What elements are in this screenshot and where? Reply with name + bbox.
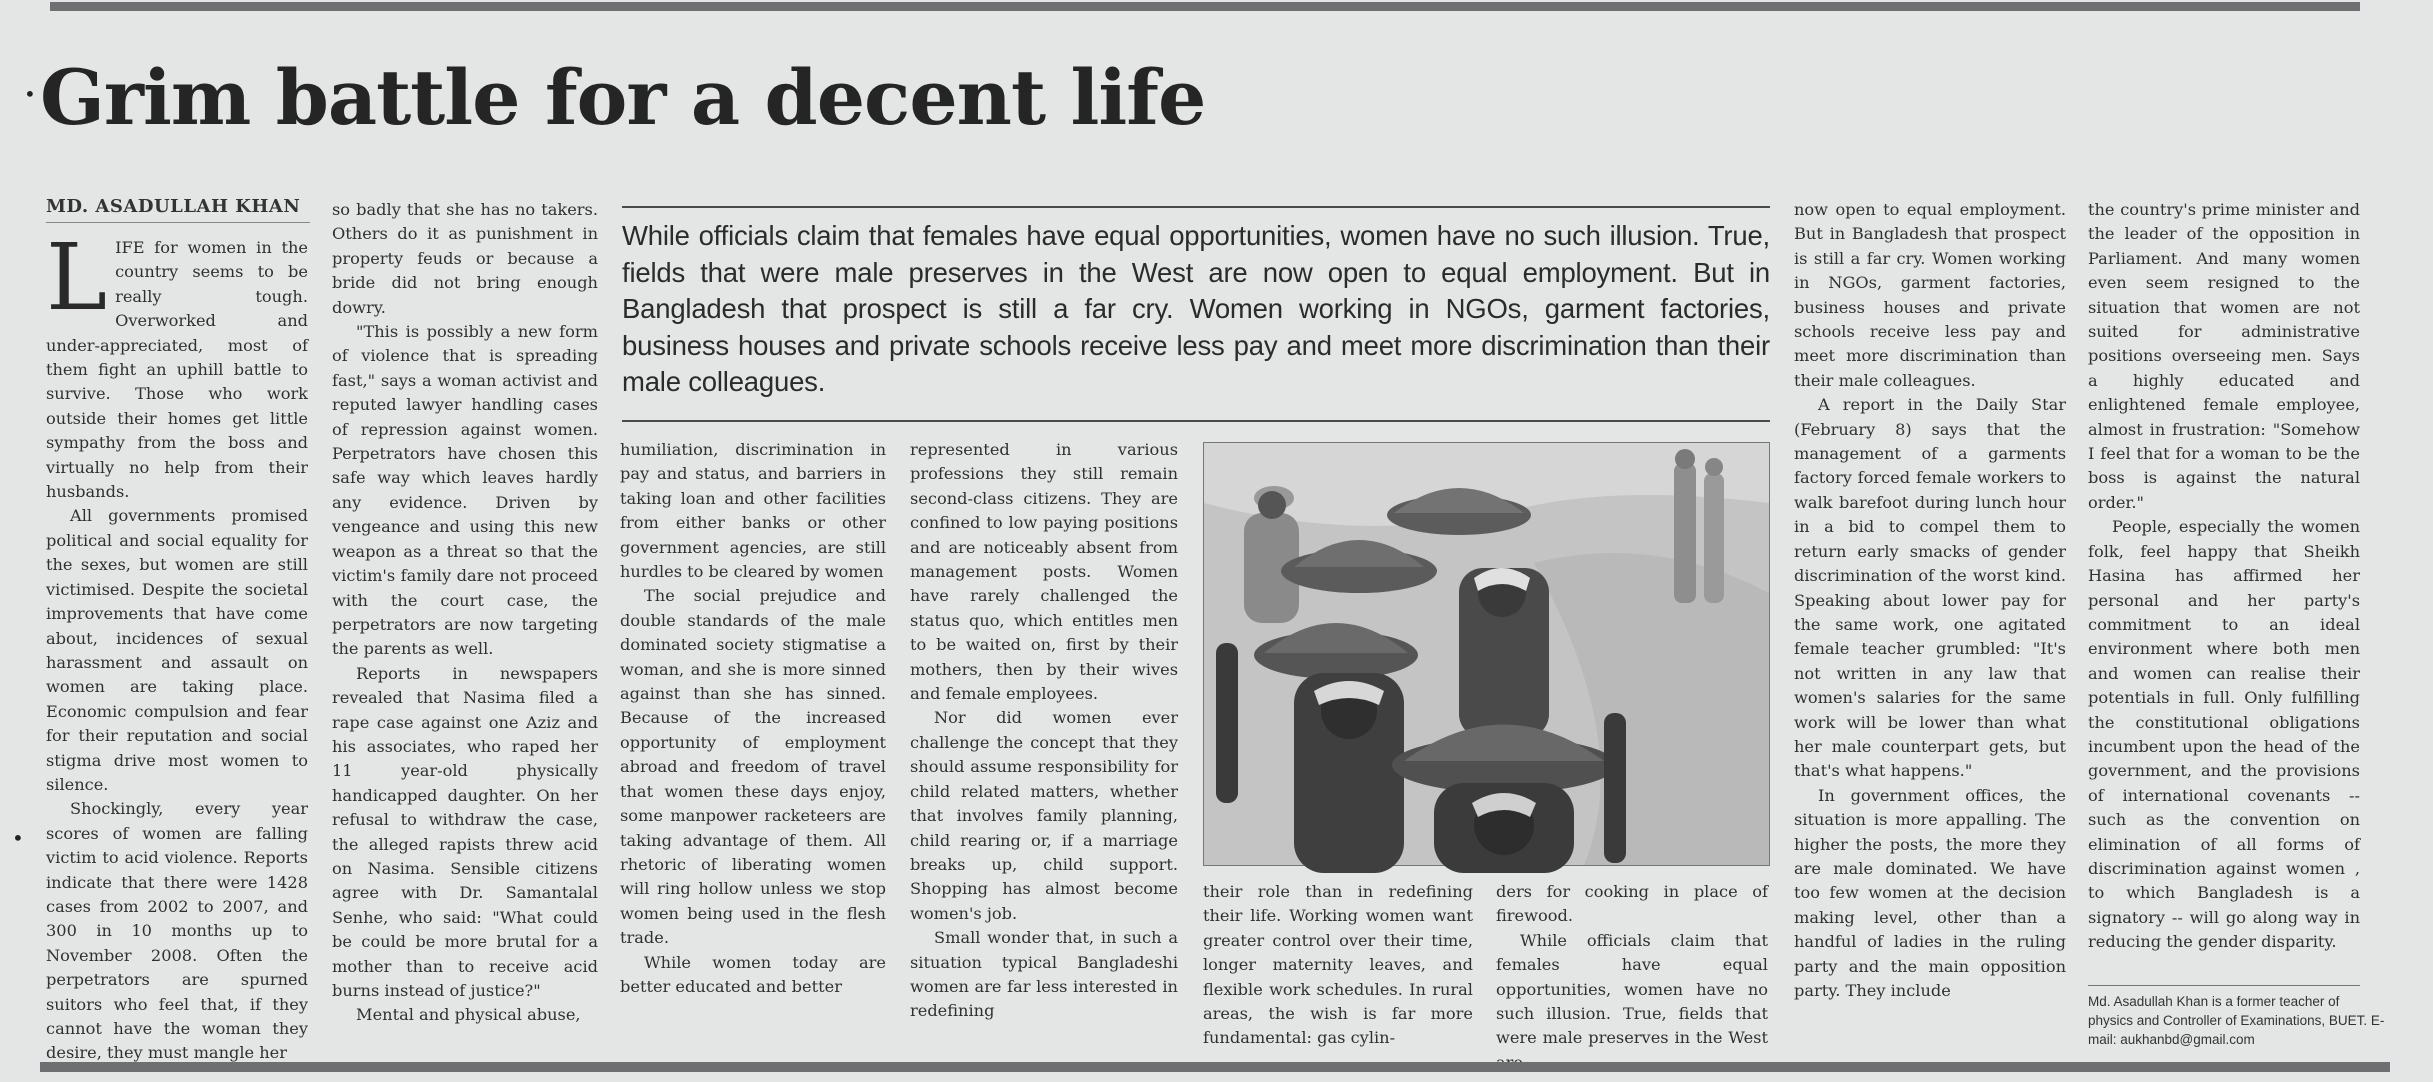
column-8-paragraph-2: People, especially the women folk, feel happy that Sheikh Hasina has affirmed her personal and her party's commitment to an ideal environment where both men and women can realise their potentials in full. Only fulfilling the constitutional obligations incumbent upon the head of the government, and the provisions of international covenants -- such as the convention on elimination of all forms of discrimination against women , to which Bangladesh is a signatory -- will go along way in reducing the gender disparity. [2088, 517, 2360, 952]
bio-divider [2088, 985, 2360, 986]
column-6-paragraph-2: While officials claim that females have equal opportunities, women have no such illusion. True, fields that were male preserves in the West [1496, 930, 1768, 1048]
column-7-paragraph-2: A report in the Daily Star (February 8) says that the management of a garments factory forced female workers to walk barefoot during lunch hour in a bid to compel them to return early smacks of gender discrimination of the worst kind. Speaking about lower pay for the same work, one agitated female teacher grumbled: "It's not written in any law that women's salaries for the same work will be lower than what her male counterpart gets, but that's what happens." [1794, 395, 2066, 781]
column-7-paragraph-3: In government offices, the situation is more appalling. The higher the posts, the more they are male dominated. We have too few women at the decision making level, other than a handful of ladies in the ruling party and the main opposition party. They include [1794, 785, 2066, 1000]
article-column-5 [1203, 880, 1473, 1048]
column-2-paragraph-4: Mental and physical abuse, [356, 1005, 581, 1025]
article-byline: MD. ASADULLAH KHAN [46, 196, 301, 217]
pull-quote-top-rule [622, 206, 1770, 208]
pull-quote: While officials claim that females have equal opportunities, women have no such illusion. True, fields that were male preserves in the West are now open to equal employment. But in Bangladesh that prospect is still a far cry. Women working in NGOs, garment factories, business houses and private schools receive less pay and meet more discrimination than their male colleagues. [622, 220, 1770, 397]
women-carrying-earth-illustration [1204, 443, 1769, 865]
column-2-paragraph-1: so badly that she has no takers. Others do it as punishment in property feuds or because a bride did not bring enough dowry. [332, 200, 598, 317]
column-3-paragraph-2: The social prejudice and double standards of the male dominated society stigmatise a woman, and she is more sinned against than she has sinned. Because of the increased opportunity of employment abroad and freedom of travel that women these days enjoy, some manpower racketeers are taking advantage of them. All rhetoric of liberating women will ring hollow unless we stop women being used in the flesh trade. [620, 586, 886, 948]
column-5-paragraph-1: their role than in redefining their life. Working women want greater control over their time, longer maternity leaves, and flexible work schedules. In rural areas, the wish is far more fundamental: gas cylin- [1203, 882, 1473, 1048]
column-3-paragraph-1: humiliation, discrimination in pay and status, and barriers in taking loan and other facilities from either banks or other government agencies, are still hurdles to be cleared by women [620, 440, 886, 582]
column-8-paragraph-1: the country's prime minister and the leader of the opposition in Parliament. And many women even seem resigned to the situation that women are not suited for administrative positions overseeing men. Says a highly educated and enlightened female employee, almost in frustration: "Somehow I feel that for a woman to be the boss is against the natural order." [2088, 200, 2360, 512]
column-4-paragraph-3: Small wonder that, in such a situation typical Bangladeshi women are far less interested in redefining [910, 928, 1178, 1021]
column-6-paragraph-1: ders for cooking in place of firewood. [1496, 882, 1768, 926]
article-column-8 [2088, 198, 2360, 980]
article-column-4 [910, 438, 1178, 1042]
article-column-2 [332, 198, 598, 1042]
column-4-paragraph-2: Nor did women ever challenge the concept that they should assume responsibility for child related matters, whether that involves family planning, child rearing or, if a marriage breaks up, child support. Shopping has almost become women's job. [910, 708, 1178, 923]
byline-divider [46, 222, 310, 223]
column-1-paragraph-3: Shockingly, every year scores of women are falling victim to acid violence. Reports indicate that there were 1428 cases from 2002 to 2007, and 300 in 10 months up to November 2008. Often the perpetrators are spurned suitors who feel that, if they cannot have the woman they desire, they must mangle her [46, 799, 308, 1063]
column-1-paragraph-1: LIFE for women in the country seems to be really tough. Overworked and under-appreciated, most of them fight an uphill battle to survive. Those who work outside their homes get little sympathy from the boss and virtually no help from their husbands. [46, 224, 308, 502]
column-2-paragraph-3: Reports in newspapers revealed that Nasima filed a rape case against one Aziz and his associates, who raped her 11 year-old physically handicapped daughter. On her refusal to withdraw the case, the alleged rapists threw acid on Nasima. Sensible citizens agree with Dr. Samantalal Senhe, who said: "What could be could be more brutal for a mother than to receive acid burns instead of justice?" [332, 663, 598, 1000]
author-bio: Md. Asadullah Khan is a former teacher of physics and Controller of Examinations, BUET. E-mail: aukhanbd@gmail.com [2088, 994, 2385, 1047]
drop-cap: L [46, 224, 108, 331]
article-column-7 [1794, 198, 2066, 1042]
top-border-rule [50, 2, 2360, 11]
column-7-paragraph-1: now open to equal employment. But in Bangladesh that prospect is still a far cry. Women working in NGOs, garment factories, business houses and private schools receive less pay and meet more discrimination than their male colleagues. [1794, 200, 2066, 390]
article-headline: Grim battle for a decent life [40, 53, 1206, 142]
article-photo [1203, 442, 1770, 866]
article-column-3 [620, 438, 886, 1042]
article-column-6 [1496, 880, 1768, 1048]
scan-mark: • [12, 826, 24, 850]
article-column-1 [46, 224, 308, 1063]
column-3-paragraph-3: While women today are better educated and better [620, 952, 886, 996]
scan-mark: • [24, 82, 36, 106]
column-4-paragraph-1: represented in various professions they still remain second-class citizens. They are confined to low paying positions and are noticeably absent from management posts. Women have rarely challenged the status quo, which entitles men to be waited on, first by their mothers, then by their wives and female employees. [910, 440, 1178, 704]
pull-quote-bottom-rule [622, 420, 1770, 422]
column-1-paragraph-2: All governments promised political and social equality for the sexes, but women are still victimised. Despite the societal improvements that have come about, incidences of sexual harassment and assault on women are taking place. Economic compulsion and fear for their reputation and social stigma drive most women to silence. [46, 506, 308, 794]
column-2-paragraph-2: "This is possibly a new form of violence that is spreading fast," says a woman activist and reputed lawyer handling cases of repression against women. Perpetrators have chosen this safe way which leaves hardly any evidence. Driven by vengeance and using this new weapon as a threat so that the victim's family dare not proceed with the court case, the perpetrators are now targeting the parents as well. [332, 322, 598, 659]
bottom-border-rule [40, 1062, 2390, 1072]
